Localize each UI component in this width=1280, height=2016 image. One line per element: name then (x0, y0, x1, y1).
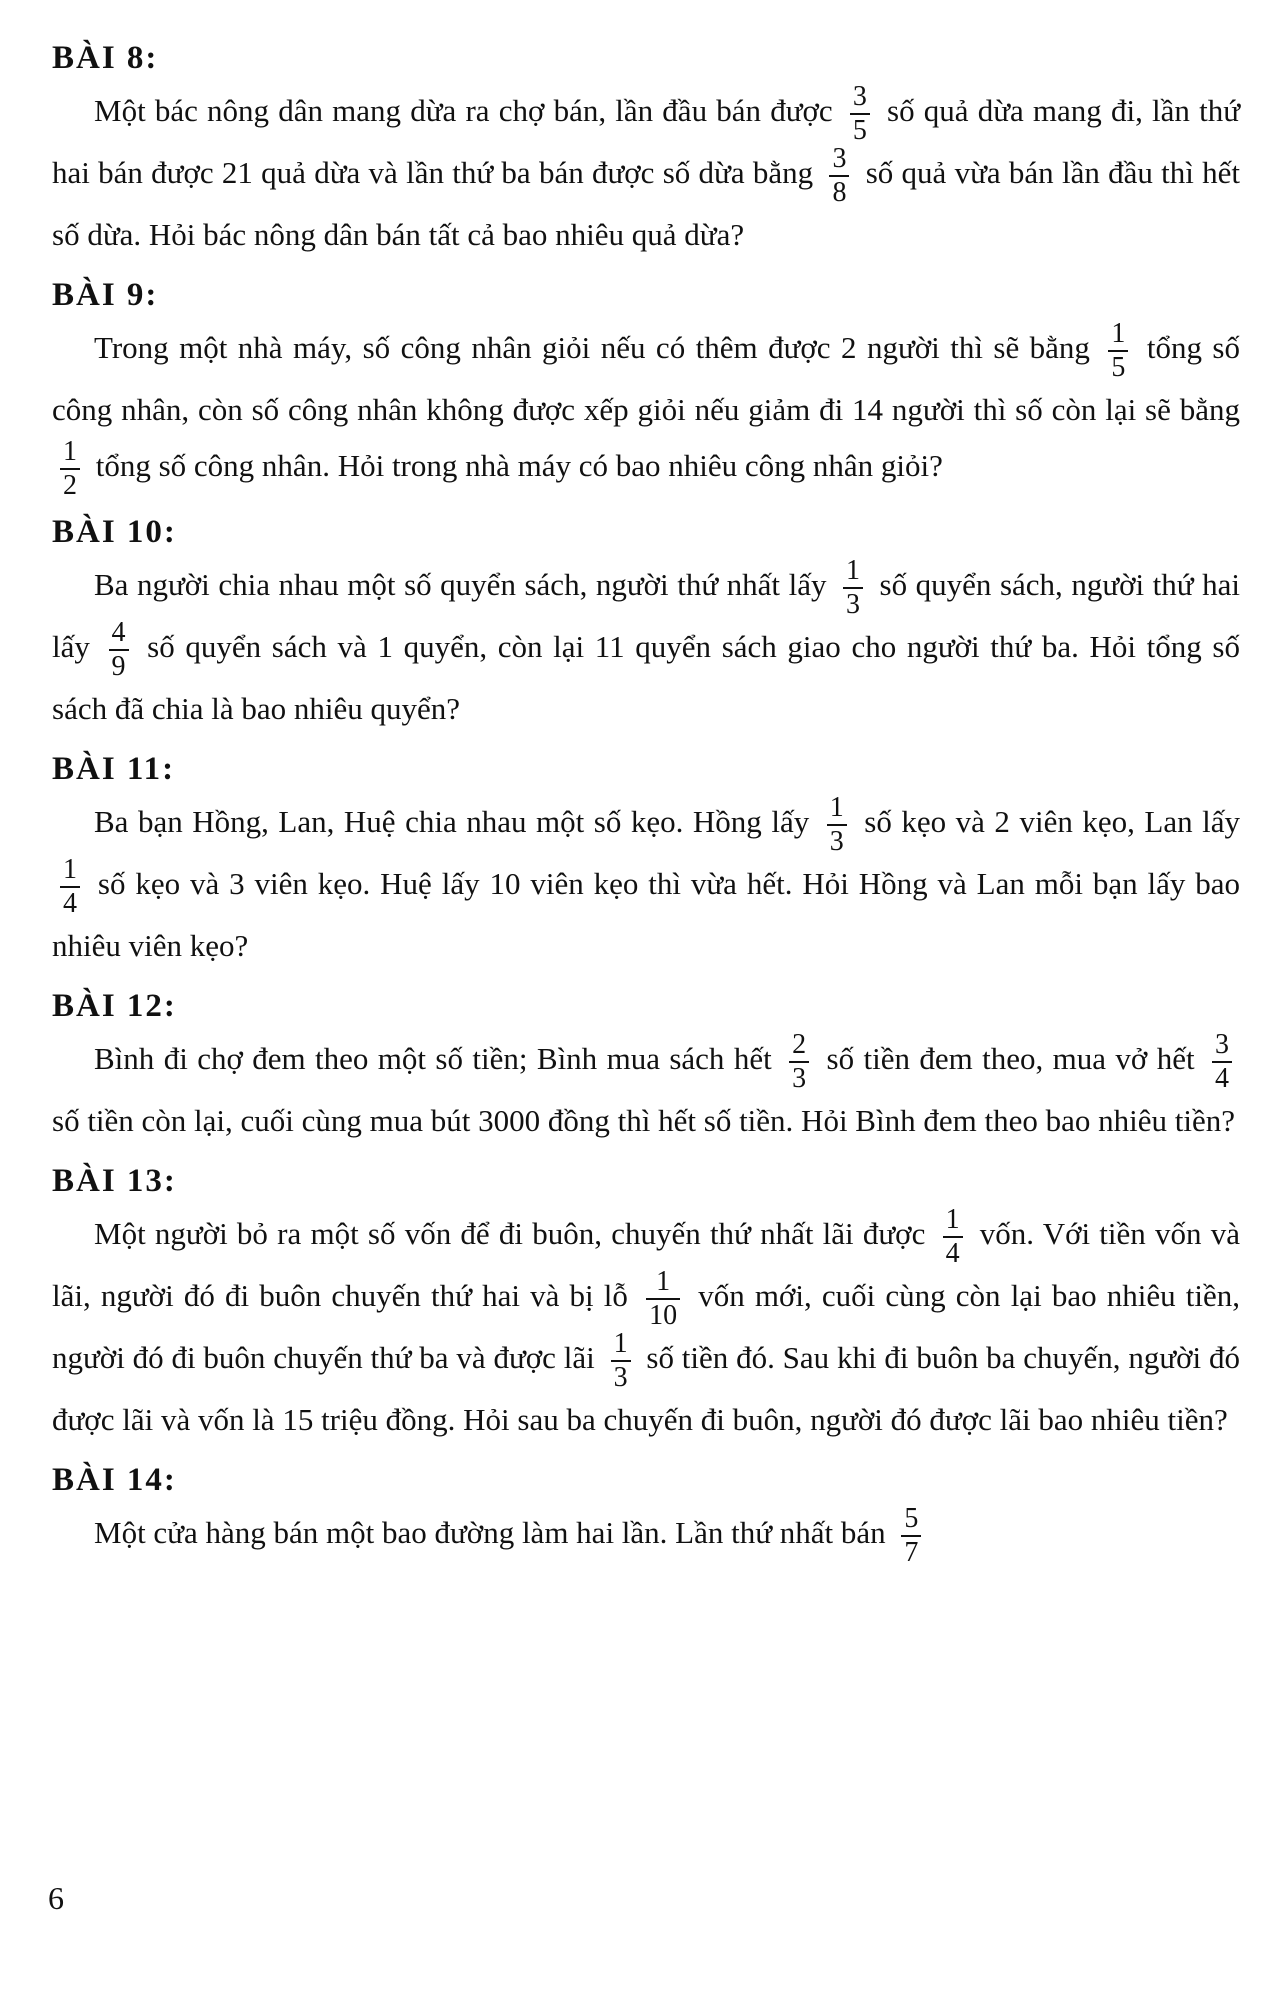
fraction-denominator: 9 (111, 651, 126, 682)
problem-heading: BÀI 14: (52, 1462, 177, 1498)
problem-block (52, 1163, 1240, 1448)
fraction-numerator: 1 (646, 1268, 680, 1300)
fraction (109, 619, 129, 681)
text-run: số tiền còn lại, cuối cùng mua bút 3000 đồng thì hết số tiền. Hỏi Bình đem theo bao nhiêu tiền? (52, 1103, 1235, 1138)
fraction (843, 557, 863, 619)
problem-block (52, 514, 1240, 737)
fraction-numerator: 5 (901, 1505, 921, 1537)
fraction (1108, 320, 1128, 382)
fraction (60, 856, 80, 918)
fraction-denominator: 3 (846, 589, 860, 620)
fraction-numerator: 1 (611, 1330, 631, 1362)
fraction-denominator: 3 (792, 1063, 807, 1094)
text-run: vốn. Với tiền vốn và lãi, người đó đi buôn chuyến thứ hai và bị lỗ (52, 1216, 1240, 1314)
fraction-numerator: 3 (829, 145, 849, 177)
fraction-denominator: 5 (1111, 352, 1126, 383)
fraction (60, 438, 80, 500)
problem-text (52, 320, 1240, 500)
text-run: số kẹo và 3 viên kẹo. Huệ lấy 10 viên kẹo thì vừa hết. Hỏi Hồng và Lan mỗi bạn lấy bao nhiêu viên kẹo? (52, 866, 1240, 963)
problem-heading: BÀI 12: (52, 988, 177, 1024)
text-run: số tiền đem theo, mua vở hết (817, 1041, 1204, 1077)
text-run: số quả vừa bán lần đầu thì hết số dừa. Hỏi bác nông dân bán tất cả bao nhiêu quả dừa? (52, 155, 1241, 252)
text-run: tổng số công nhân. Hỏi trong nhà máy có bao nhiêu công nhân giỏi? (88, 448, 943, 484)
problem-text (52, 1505, 1240, 1567)
fraction (901, 1505, 921, 1567)
fraction (611, 1330, 631, 1392)
fraction-numerator: 4 (109, 619, 129, 651)
problem-heading: BÀI 8: (52, 40, 159, 76)
fraction (789, 1031, 809, 1093)
fraction-denominator: 10 (649, 1300, 678, 1331)
text-run: Một người bỏ ra một số vốn để đi buôn, chuyến thứ nhất lãi được (94, 1216, 935, 1252)
text-run: Trong một nhà máy, số công nhân giỏi nếu có thêm được 2 người thì sẽ bằng (94, 330, 1101, 366)
problem-heading: BÀI 11: (52, 751, 176, 787)
problem-text (52, 794, 1240, 974)
problem-block (52, 277, 1240, 500)
fraction-numerator: 3 (1212, 1031, 1232, 1063)
text-run: Một bác nông dân mang dừa ra chợ bán, lần đầu bán được (94, 93, 842, 129)
fraction-denominator: 7 (904, 1537, 919, 1568)
fraction-numerator: 1 (843, 557, 863, 589)
fraction-denominator: 8 (832, 177, 847, 208)
problem-heading: BÀI 10: (52, 514, 177, 550)
problem-text (52, 1206, 1240, 1448)
text-run: Bình đi chợ đem theo một số tiền; Bình mua sách hết (94, 1041, 782, 1077)
text-run: vốn mới, cuối cùng còn lại bao nhiêu tiền, người đó đi buôn chuyến thứ ba và được lãi (52, 1278, 1240, 1376)
fraction-denominator: 4 (63, 888, 77, 919)
fraction-numerator: 2 (789, 1031, 809, 1063)
fraction-denominator: 3 (613, 1362, 628, 1393)
problem-heading: BÀI 9: (52, 277, 159, 313)
problem-block (52, 40, 1240, 263)
text-run: Ba bạn Hồng, Lan, Huệ chia nhau một số kẹo. Hồng lấy (94, 804, 819, 840)
fraction-numerator: 1 (60, 438, 80, 470)
fraction-numerator: 1 (60, 856, 80, 888)
problem-heading: BÀI 13: (52, 1163, 177, 1199)
fraction-numerator: 3 (850, 83, 870, 115)
problem-text (52, 83, 1240, 263)
problem-block (52, 751, 1240, 974)
page-number: 6 (48, 1880, 64, 1916)
text-run: Ba người chia nhau một số quyển sách, người thứ nhất lấy (94, 567, 835, 603)
text-run: Một cửa hàng bán một bao đường làm hai lần. Lần thứ nhất bán (94, 1515, 894, 1551)
fraction (943, 1206, 963, 1268)
fraction-denominator: 2 (63, 470, 77, 501)
fraction (850, 83, 870, 145)
text-run: tổng số công nhân, còn số công nhân không được xếp giỏi nếu giảm đi 14 người thì số còn lại sẽ bằng (52, 330, 1240, 427)
text-run: số quả dừa mang đi, lần thứ hai bán được 21 quả dừa và lần thứ ba bán được số dừa bằng (52, 93, 1240, 191)
fraction (829, 145, 849, 207)
text-run: số quyển sách và 1 quyển, còn lại 11 quyển sách giao cho người thứ ba. Hỏi tổng số sách đã chia là bao nhiêu quyển? (52, 629, 1241, 726)
fraction-denominator: 3 (829, 826, 844, 857)
text-run: số tiền đó. Sau khi đi buôn ba chuyến, người đó được lãi và vốn là 15 triệu đồng. Hỏi sau ba chuyến đi buôn, người đó được lãi bao nhiêu tiền? (52, 1340, 1240, 1437)
fraction-numerator: 1 (943, 1206, 963, 1238)
text-run: số quyển sách, người thứ hai lấy (52, 567, 1241, 665)
problem-list (52, 40, 1240, 1567)
fraction-denominator: 5 (852, 115, 867, 146)
problem-block (52, 988, 1240, 1149)
problem-text (52, 1031, 1240, 1149)
problem-text (52, 557, 1240, 737)
fraction-denominator: 4 (1215, 1063, 1229, 1094)
fraction (1212, 1031, 1232, 1093)
fraction-numerator: 1 (827, 794, 847, 826)
fraction-denominator: 4 (945, 1238, 960, 1269)
fraction (827, 794, 847, 856)
fraction (646, 1268, 680, 1330)
text-run: số kẹo và 2 viên kẹo, Lan lấy (854, 804, 1241, 840)
problem-block (52, 1462, 1240, 1567)
fraction-numerator: 1 (1108, 320, 1128, 352)
